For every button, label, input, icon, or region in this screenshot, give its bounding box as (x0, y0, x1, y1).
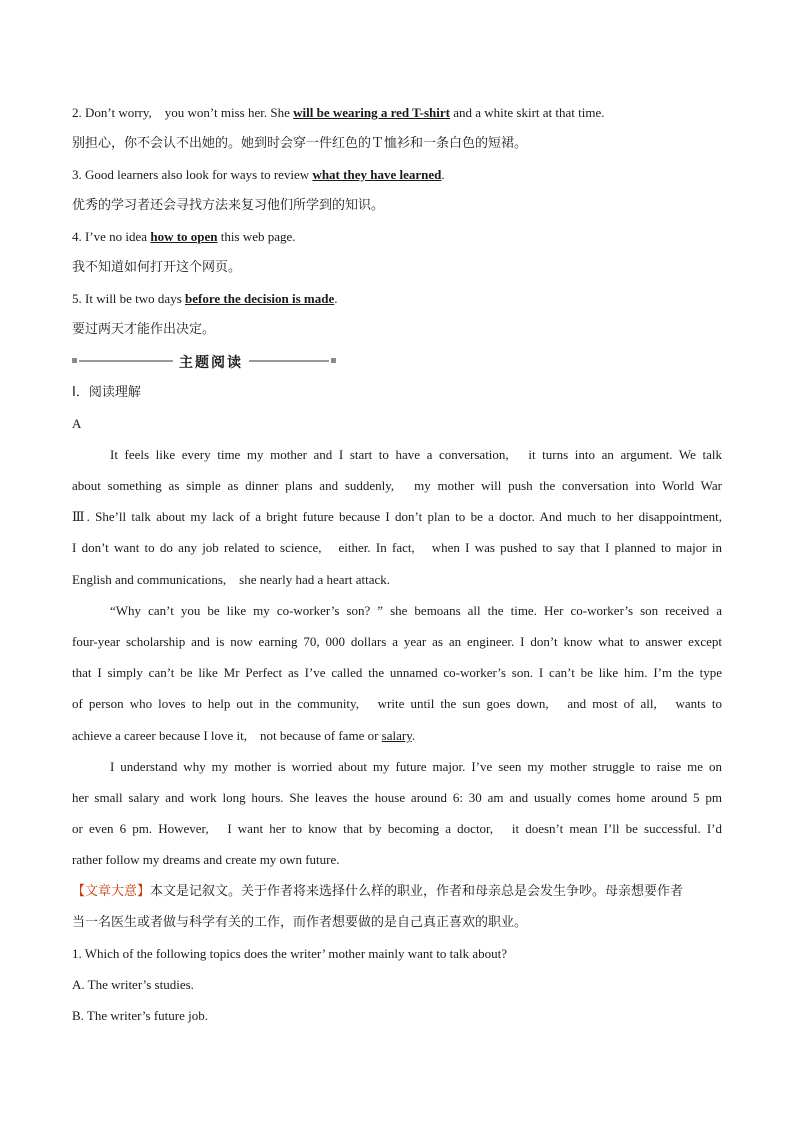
answer-text: what they have learned (312, 167, 442, 182)
passage-line: I don’t want to do any job related to science, either. In fact, when I was pushed to say that I planned to major in (72, 540, 722, 555)
passage-text: . (411, 728, 416, 743)
passage-line: It feels like every time my mother and I start to have a conversation, it turns into an argument. We talk (110, 447, 722, 462)
sentence-5-translation: 要过两天才能作出决定。 (72, 322, 216, 337)
question-stem: 1. Which of the following topics does the writer’ mother mainly want to talk about? (72, 946, 508, 961)
answer-text: how to open (150, 229, 218, 244)
sentence-5 (72, 290, 722, 308)
divider-left-square (72, 358, 77, 363)
sentence-4 (72, 228, 722, 246)
sentence-text: and a white skirt at that time. (449, 105, 605, 120)
sentence-number: 4. (72, 229, 82, 244)
passage-label: A (72, 416, 82, 431)
answer-text: before the decision is made (185, 291, 335, 306)
passage-line: about something as simple as dinner plans and suddenly, my mother will push the conversation into World War (72, 478, 722, 493)
sentence-number: 2. (72, 105, 82, 120)
summary-line-1 (72, 883, 722, 901)
passage-line: I understand why my mother is worried about my future major. I’ve seen my mother struggle to raise me on (110, 759, 722, 774)
passage-line: rather follow my dreams and create my own future. (72, 852, 340, 867)
divider-right-square (331, 358, 336, 363)
passage-line: “Why can’t you be like my co-worker’s son? ” she bemoans all the time. Her co-worker’s son received a (110, 603, 722, 618)
divider-right-line (249, 360, 329, 362)
sentence-number: 3. (72, 167, 82, 182)
sentence-text: this web page. (217, 229, 296, 244)
summary-line-2: 当一名医生或者做与科学有关的工作，而作者想要做的是自己真正喜欢的职业。 (72, 915, 528, 930)
sentence-text: It will be two days (85, 291, 186, 306)
passage-line: of person who loves to help out in the community, write until the sun goes down, and most of all, wants to (72, 696, 722, 711)
sentence-3-translation: 优秀的学习者还会寻找方法来复习他们所学到的知识。 (72, 198, 385, 213)
summary-text: 本文是记叙文。关于作者将来选择什么样的职业，作者和母亲总是会发生争吵。母亲想要作者 (150, 884, 684, 899)
passage-line: that I simply can’t be like Mr Perfect as I’ve called the unnamed co-worker’s son. I can’t be like him. I’m the type (72, 665, 722, 680)
section-divider (72, 352, 336, 370)
option-b: B. The writer’s future job. (72, 1008, 208, 1023)
part-label: Ⅰ．阅读理解 (72, 385, 141, 400)
section-title: 主题阅读 (179, 355, 243, 371)
sentence-text: . (334, 291, 338, 306)
sentence-2-translation: 别担心，你不会认不出她的。她到时会穿一件红色的Ｔ恤衫和一条白色的短裙。 (72, 136, 528, 151)
passage-line (72, 727, 722, 745)
passage-line: Ⅲ. She’ll talk about my lack of a bright future because I don’t plan to be a doctor. And much to her disappointment, (72, 509, 722, 524)
sentence-text: . (441, 167, 445, 182)
sentence-text: I’ve no idea (85, 229, 151, 244)
option-a: A. The writer’s studies. (72, 977, 194, 992)
passage-text: achieve a career because I love it, not because of fame or (72, 728, 382, 743)
sentence-text: Good learners also look for ways to review (85, 167, 313, 182)
sentence-4-translation: 我不知道如何打开这个网页。 (72, 260, 242, 275)
sentence-number: 5. (72, 291, 82, 306)
passage-line: four-year scholarship and is now earning 70, 000 dollars a year as an engineer. I don’t know what to answer except (72, 634, 722, 649)
sentence-text: Don’t worry, you won’t miss her. She (85, 105, 294, 120)
passage-line: English and communications, she nearly had a heart attack. (72, 572, 391, 587)
divider-left-line (79, 360, 173, 362)
underlined-word: salary (381, 728, 412, 743)
summary-label: 【文章大意】 (72, 884, 151, 899)
sentence-2 (72, 104, 722, 122)
sentence-3 (72, 166, 722, 184)
passage-line: her small salary and work long hours. She leaves the house around 6: 30 am and usually comes home around 5 pm (72, 790, 722, 805)
answer-text: will be wearing a red T-shirt (293, 105, 450, 120)
passage-line: or even 6 pm. However, I want her to know that by becoming a doctor, it doesn’t mean I’ll be successful. I’d (72, 821, 722, 836)
